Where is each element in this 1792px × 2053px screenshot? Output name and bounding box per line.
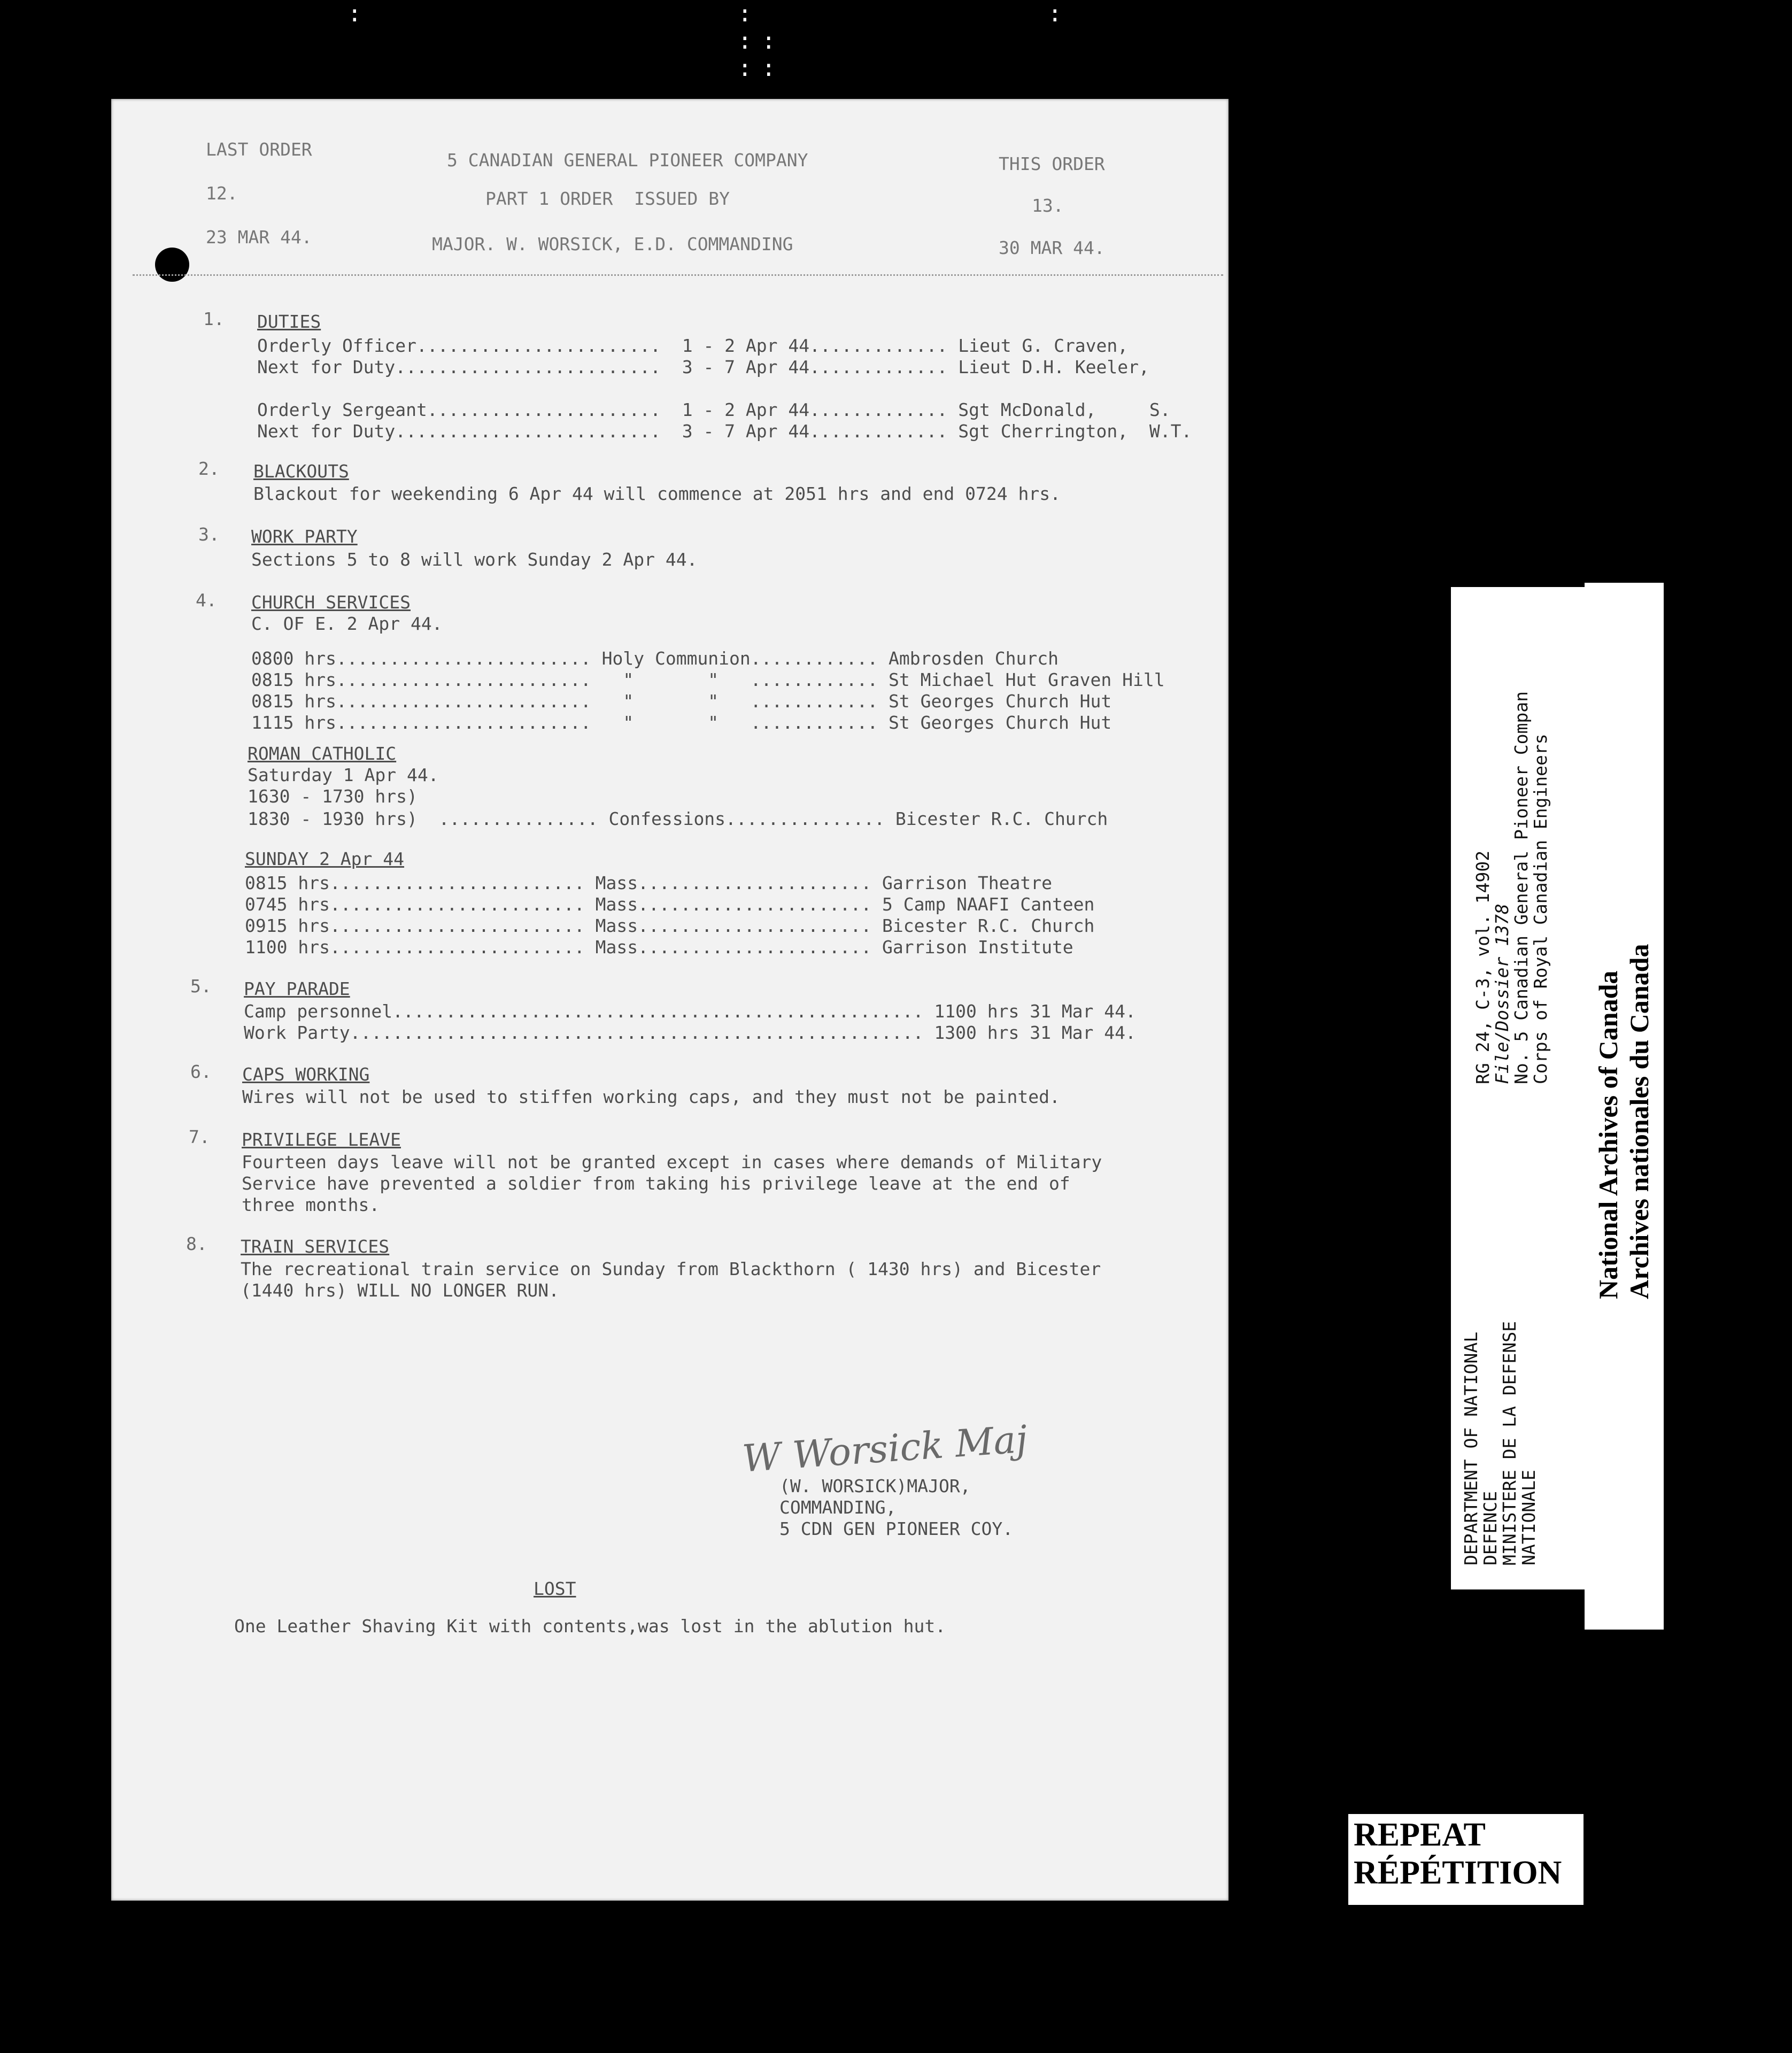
caps-text: Wires will not be used to stiffen working caps, and they must not be painted.	[242, 1086, 1060, 1107]
roman-catholic-heading: ROMAN CATHOLIC	[248, 743, 397, 764]
section-heading-blackouts: BLACKOUTS	[253, 461, 349, 482]
section-heading-privilege-leave: PRIVILEGE LEAVE	[242, 1129, 401, 1150]
mass-line: 0915 hrs........................ Mass...................... Bicester R.C. Church	[245, 915, 1095, 936]
stamp-line-english: REPEAT	[1354, 1817, 1486, 1853]
item-number: 5.	[190, 976, 212, 997]
file-reference-handwritten: File/Dossier 1378	[1492, 904, 1512, 1084]
film-mark-right: :	[1048, 0, 1072, 27]
sunday-heading: SUNDAY 2 Apr 44	[245, 848, 405, 869]
order-line: PART 1 ORDER ISSUED BY	[485, 188, 730, 209]
item-number: 4.	[196, 590, 217, 611]
reference-line: Corps of Royal Canadian Engineers	[1530, 734, 1551, 1084]
duty-line: Next for Duty......................... 3 - 7 Apr 44............. Sgt Cherrington, W.T.	[257, 421, 1192, 442]
service-line: 0800 hrs........................ Holy Communion............ Ambrosden Church	[251, 648, 1059, 669]
section-heading-work-party: WORK PARTY	[251, 526, 358, 547]
national-archives-label	[1585, 583, 1664, 1630]
rc-line: 1830 - 1930 hrs) ............... Confessions............... Bicester R.C. Church	[248, 808, 1108, 829]
lost-heading: LOST	[534, 1578, 576, 1599]
department-line: MINISTERE DE LA DEFENSE	[1499, 1321, 1520, 1565]
unit-title: 5 CANADIAN GENERAL PIONEER COMPANY	[447, 150, 808, 171]
this-order-label: THIS ORDER	[999, 153, 1105, 174]
signature-role: COMMANDING,	[779, 1497, 897, 1518]
blackout-text: Blackout for weekending 6 Apr 44 will commence at 2051 hrs and end 0724 hrs.	[253, 483, 1061, 504]
train-text: The recreational train service on Sunday from Blackthorn ( 1430 hrs) and Bicester	[241, 1259, 1101, 1279]
department-line: NATIONALE	[1518, 1470, 1539, 1565]
item-number: 1.	[203, 308, 225, 329]
handwritten-signature: W Worsick Maj	[740, 1417, 1029, 1481]
service-line: 0815 hrs........................ " " ............ St Michael Hut Graven Hill	[251, 669, 1165, 690]
train-text: (1440 hrs) WILL NO LONGER RUN.	[241, 1280, 560, 1301]
item-number: 6.	[190, 1061, 212, 1082]
item-number: 3.	[198, 524, 220, 545]
reference-line: No. 5 Canadian General Pioneer Compan	[1511, 691, 1532, 1084]
section-heading-duties: DUTIES	[257, 311, 321, 332]
duty-line: Orderly Officer....................... 1 - 2 Apr 44............. Lieut G. Craven,	[257, 335, 1129, 356]
department-line: DEPARTMENT OF NATIONAL	[1461, 1331, 1481, 1565]
mass-line: 1100 hrs........................ Mass...................... Garrison Institute	[245, 937, 1073, 958]
signature-name: (W. WORSICK)MAJOR,	[779, 1476, 971, 1496]
section-heading-pay-parade: PAY PARADE	[244, 978, 350, 999]
film-mark-middle: : :: ::	[738, 0, 785, 82]
header-divider	[133, 274, 1223, 276]
archives-name-french: Archives nationales du Canada	[1624, 944, 1654, 1299]
stamp-line-french: RÉPÉTITION	[1354, 1855, 1562, 1892]
work-party-text: Sections 5 to 8 will work Sunday 2 Apr 44.	[251, 549, 698, 570]
signature-unit: 5 CDN GEN PIONEER COY.	[779, 1518, 1014, 1539]
service-line: 0815 hrs........................ " " ............ St Georges Church Hut	[251, 691, 1112, 712]
rc-line: Saturday 1 Apr 44.	[248, 765, 439, 785]
reference-line: RG 24, C-3, vol. 14902	[1472, 850, 1493, 1084]
repeat-stamp	[1348, 1814, 1584, 1905]
item-number: 2.	[198, 458, 220, 479]
item-number: 7.	[189, 1126, 210, 1147]
mass-line: 0815 hrs........................ Mass...................... Garrison Theatre	[245, 873, 1052, 893]
pay-line: Work Party...................................................... 1300 hrs 31 Mar 44.	[244, 1022, 1136, 1043]
department-line: DEFENCE	[1480, 1491, 1501, 1565]
pay-line: Camp personnel.................................................. 1100 hrs 31 Mar 44.	[244, 1001, 1136, 1022]
duty-line: Orderly Sergeant...................... 1 - 2 Apr 44............. Sgt McDonald, S.	[257, 399, 1171, 420]
church-subheading: C. OF E. 2 Apr 44.	[251, 613, 443, 634]
commander-line: MAJOR. W. WORSICK, E.D. COMMANDING	[432, 234, 793, 254]
last-order-number: 12.	[206, 183, 238, 204]
film-mark-left: :	[347, 0, 372, 27]
mass-line: 0745 hrs........................ Mass...................... 5 Camp NAAFI Canteen	[245, 894, 1095, 915]
rc-line: 1630 - 1730 hrs)	[248, 786, 418, 807]
duty-line: Next for Duty......................... 3 - 7 Apr 44............. Lieut D.H. Keeler,	[257, 357, 1149, 377]
order-document	[111, 99, 1229, 1901]
section-heading-caps-working: CAPS WORKING	[242, 1064, 370, 1085]
leave-text: Fourteen days leave will not be granted except in cases where demands of Military	[242, 1152, 1102, 1172]
section-heading-church-services: CHURCH SERVICES	[251, 592, 411, 613]
lost-text: One Leather Shaving Kit with contents,was lost in the ablution hut.	[234, 1616, 946, 1637]
last-order-date: 23 MAR 44.	[206, 227, 312, 248]
archive-reference-card	[1451, 587, 1585, 1589]
leave-text: Service have prevented a soldier from taking his privilege leave at the end of	[242, 1173, 1070, 1194]
hole-punch	[155, 248, 189, 282]
service-line: 1115 hrs........................ " " ............ St Georges Church Hut	[251, 712, 1112, 733]
section-heading-train-services: TRAIN SERVICES	[241, 1236, 390, 1257]
last-order-label: LAST ORDER	[206, 139, 312, 160]
archives-name-english: National Archives of Canada	[1593, 970, 1623, 1299]
this-order-date: 30 MAR 44.	[999, 237, 1105, 258]
this-order-number: 13.	[1032, 195, 1064, 216]
item-number: 8.	[186, 1233, 207, 1254]
leave-text: three months.	[242, 1194, 380, 1215]
